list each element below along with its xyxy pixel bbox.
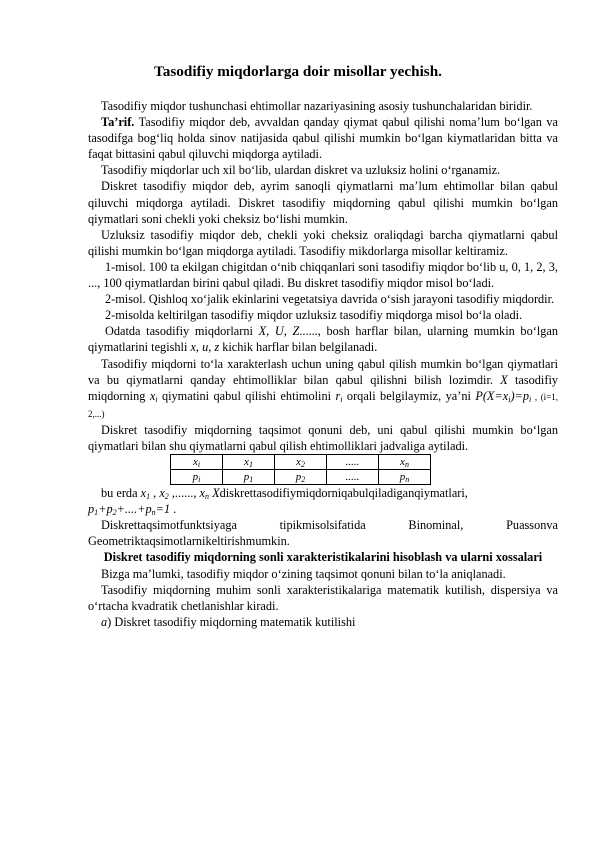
paragraph-where: [88, 485, 558, 517]
cell-sub: n: [404, 459, 409, 469]
paragraph-discrete-def: Diskret tasodifiy miqdor deb, ayrim sanoqli qiymatlarni ma’lum ehtimollar bilan qabul qiluvchi miqdorga aytiladi. Diskret tasodifiy miqdorning qabul qilishi mumkin bo‘lgan qiymatlari soni chekli yoki cheksiz bo‘lishi mumkin.: [88, 179, 558, 226]
cell-base: x: [244, 455, 249, 468]
cell-sub: i: [198, 474, 201, 484]
where-text: bu erda: [101, 486, 141, 501]
where-sum: [88, 502, 170, 516]
sum-p: p: [88, 502, 95, 517]
where-X: X: [212, 486, 220, 501]
notation-text-b: ......, bosh harflar bilan, ularning mumkin bo‘lgan qiymatlarini tegishli: [88, 324, 558, 355]
where-end: .: [170, 502, 177, 517]
prob-var-r: r: [335, 388, 341, 403]
distribution-table: [170, 454, 431, 485]
where-sep1: ,: [150, 486, 160, 501]
where-xn: x: [199, 486, 205, 501]
expectation-text: ) Diskret tasodifiy miqdorning matematik kutilishi: [107, 614, 356, 629]
cell-base: x: [296, 455, 301, 468]
cell-sub: 1: [249, 474, 254, 484]
cell-base: x: [192, 455, 198, 468]
sum-plus: +p: [98, 502, 113, 517]
paragraph-characteristics: Tasodifiy miqdorning muhim sonli xarakteristikalariga matematik kutilish, dispersiya va o‘rtacha kvadratik chetlanishlar kiradi.: [88, 582, 558, 613]
typical-word: Diskrettaqsimotfunktsiyaga: [101, 518, 237, 533]
paragraph-typical-examples: [88, 517, 558, 533]
prob-formula-sub: i: [508, 394, 511, 404]
notation-text-a: Odatda tasodifiy miqdorlarni: [105, 324, 259, 339]
typical-word: Binominal,: [408, 518, 464, 533]
paragraph-probability: [88, 356, 558, 422]
cell-sub: 2: [301, 474, 306, 484]
cell-base: p: [243, 470, 250, 483]
where-x2-sub: 2: [164, 492, 169, 502]
table-cell: [327, 470, 379, 485]
table-cell: [379, 455, 431, 470]
prob-formula-b: )=p: [510, 388, 529, 403]
cell-sub: 1: [248, 459, 253, 469]
prob-var-x: x: [149, 388, 156, 403]
prob-formula: [475, 389, 531, 403]
sum-subn: n: [151, 508, 156, 518]
prob-var-r-sub: i: [340, 394, 343, 404]
where-xn-sub: n: [205, 492, 209, 502]
table-cell: [379, 470, 431, 485]
cell-sub: n: [405, 474, 410, 484]
where-x2: x: [159, 486, 165, 501]
paragraph-example-1: 1-misol. 100 ta ekilgan chigitdan o‘nib chiqqanlari soni tasodifiy miqdor bo‘lib u, 0, 1, 2, 3, ..., 100 qiymatlardan birini qabul qiladi. Bu diskret tasodifiy miqdor misol bo‘ladi.: [88, 259, 558, 291]
prob-index-range: , (i=1, 2,...): [88, 391, 559, 419]
sum-dots: +....+p: [116, 502, 152, 517]
definition-text: Tasodifiy miqdor deb, avvaldan qanday qiymat qabul qilishi noma’lum bo‘lgan va tasodifga bog‘liq holda sinov natijasida qabul qilishi mumkin bo‘lgan kiymatlaridan bitta va faqat bittasini qabul qiluvchi miqdorga aytiladi.: [88, 115, 558, 162]
where-sep2: ,......,: [168, 486, 200, 501]
table-cell: [223, 455, 275, 470]
cell-base: x: [400, 455, 405, 468]
paragraph-distribution-law: Diskret tasodifiy miqdorning taqsimot qonuni deb, uni qabul qilishi mumkin bo‘lgan qiymatlari bilan shu qiymatlarni qabul qilish ehtimolliklari jadvaliga aytiladi.: [88, 422, 558, 453]
sum-sub1: 1: [94, 508, 99, 518]
cell-sub: 2: [300, 459, 305, 469]
sum-eq: =1: [155, 502, 171, 517]
where-x1-sub: 1: [146, 492, 151, 502]
cell-base: p: [295, 470, 302, 483]
cell-base: .....: [345, 470, 360, 483]
paragraph-intro: Tasodifiy miqdor tushunchasi ehtimollar nazariyasining asosiy tushunchalaridan biridir.: [101, 99, 533, 113]
prob-formula-sub2: i: [528, 394, 532, 404]
table-cell: [171, 470, 223, 485]
cell-base: p: [192, 470, 199, 483]
table-row-values: [171, 455, 431, 470]
prob-formula-a: P(X=x: [475, 388, 509, 403]
notation-capital-vars: X, U, Z: [258, 324, 300, 339]
paragraph-definition: [88, 114, 558, 162]
definition-label: Ta’rif.: [101, 115, 135, 130]
table-cell: [327, 455, 379, 470]
paragraph-continuous-def: Uzluksiz tasodifiy miqdor deb, chekli yoki cheksiz oraliqdagi barcha qiymatlarni qabul qilishi mumkin bo‘lgan miqdorga aytiladi. Tasodifiy mikdorlarga misollar keltiramiz.: [88, 227, 558, 258]
paragraph-example-2: 2-misol. Qishloq xo‘jalik ekinlarini vegetatsiya davrida o‘sish jarayoni tasodifiy miqdordir.: [105, 292, 555, 307]
prob-var-x-sub: i: [155, 394, 158, 404]
cell-base: p: [399, 470, 406, 483]
table-cell: [171, 455, 223, 470]
prob-text-d: orqali belgilaymiz, ya’ni: [342, 388, 476, 403]
notation-small-vars: x, u, z: [190, 340, 220, 355]
where-text-b: diskrettasodifiymiqdorniqabulqiladiganqiymatlari,: [219, 486, 468, 501]
typical-word: Puassonva: [506, 518, 558, 533]
table-cell: [275, 470, 327, 485]
prob-text-b: tasodifiy miqdorning: [88, 372, 559, 403]
paragraph-expectation: [88, 614, 558, 630]
where-x1: x: [140, 486, 147, 501]
document-title: Tasodifiy miqdorlarga doir misollar yechish.: [154, 63, 442, 80]
section-heading: Diskret tasodifiy miqdorning sonli xarakteristikalarini hisoblash va ularni xossalari: [103, 550, 543, 565]
prob-var-X: X: [500, 372, 508, 387]
prob-text-c: qiymatini qabul qilishi ehtimolini: [157, 388, 336, 403]
typical-word: tipikmisolsifatida: [279, 518, 366, 533]
cell-sub: i: [197, 459, 201, 469]
paragraph-notation: [88, 323, 558, 355]
expectation-label: a: [101, 614, 108, 629]
document-body: [88, 98, 558, 630]
paragraph-types: Tasodifiy miqdorlar uch xil bo‘lib, ulardan diskret va uzluksiz holini o‘rganamiz.: [101, 163, 501, 178]
notation-text-c: kichik harflar bilan belgilanadi.: [219, 340, 378, 355]
prob-text-a: Tasodifiy miqdorni to‘la xarakterlash uchun uning qabul qilish mumkin bo‘lgan qiymatlari va bu qiymatlarni qanday ehtimolliklar bilan qabul qilishni bilish lozimdir.: [88, 356, 558, 387]
table-row-probabilities: [171, 470, 431, 485]
paragraph-example-2-note: 2-misolda keltirilgan tasodifiy miqdor uzluksiz tasodifiy miqdorga misol bo‘la oladi.: [105, 308, 523, 323]
cell-base: .....: [345, 455, 360, 468]
table-cell: [275, 455, 327, 470]
paragraph-typical-examples-line2: Geometriktaqsimotlarnikeltirishmumkin.: [88, 534, 290, 549]
sum-sub2: 2: [112, 508, 117, 518]
paragraph-known: Bizga ma’lumki, tasodifiy miqdor o‘zining taqsimot qonuni bilan to‘la aniqlanadi.: [101, 566, 506, 581]
table-cell: [223, 470, 275, 485]
